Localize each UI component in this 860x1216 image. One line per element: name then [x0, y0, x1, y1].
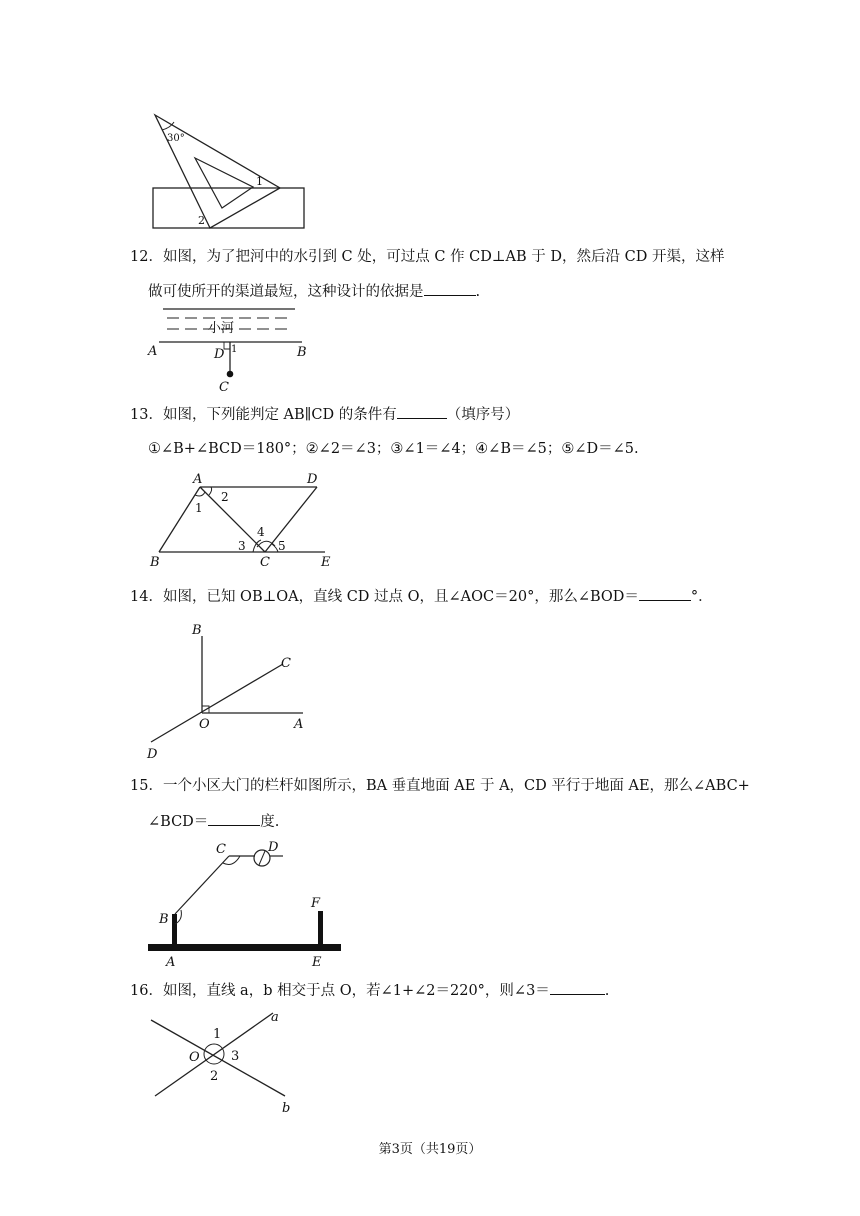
q16-line1-text: 16．如图，直线 a，b 相交于点 O，若∠1+∠2＝220°，则∠3＝	[130, 983, 550, 999]
q15-figure	[143, 836, 348, 970]
label-A: A	[193, 472, 203, 487]
label-A: A	[148, 344, 158, 359]
label-O: O	[199, 717, 210, 732]
point-c	[227, 371, 234, 378]
label-D: D	[214, 347, 225, 362]
label-b: b	[282, 1101, 291, 1116]
q13-line1-text: 13．如图，下列能判定 AB∥CD 的条件有	[130, 407, 397, 423]
page-footer: 第3页（共19页）	[378, 1142, 482, 1157]
triangle-inner	[195, 158, 253, 208]
label-B: B	[150, 555, 160, 570]
label-B: B	[159, 912, 169, 927]
q14-answer-blank[interactable]	[639, 586, 691, 601]
q13-line1-end: （填序号）	[446, 407, 520, 423]
q14-line1-end: °．	[690, 589, 713, 605]
label-C: C	[281, 656, 291, 671]
angle-2: 2	[210, 1069, 219, 1084]
q12-figure	[145, 305, 320, 395]
label-D: D	[147, 747, 158, 762]
label-B: B	[297, 345, 307, 360]
angle-1: 1	[213, 1027, 222, 1042]
q15-answer-blank[interactable]	[208, 811, 260, 826]
label-D: D	[307, 472, 318, 487]
angle-label-30: 30°	[167, 133, 185, 144]
q12-line2	[148, 281, 480, 302]
label-C: C	[219, 380, 229, 395]
label-O: O	[189, 1050, 200, 1065]
q14-line1	[130, 586, 713, 607]
q16-line1-end: .	[604, 983, 610, 999]
q11-figure	[150, 110, 310, 235]
label-A: A	[166, 955, 176, 970]
label-1: 1	[231, 344, 238, 355]
label-C: C	[216, 842, 226, 857]
angle-3: 3	[238, 539, 246, 553]
q16-line1	[130, 980, 609, 1001]
post-FE	[318, 911, 323, 946]
angle-3: 3	[231, 1049, 240, 1064]
label-a: a	[271, 1010, 279, 1025]
q14-line1-text: 14．如图，已知 OB⊥OA，直线 CD 过点 O，且∠AOC＝20°，那么∠BOD＝	[130, 589, 639, 605]
label-E: E	[321, 555, 331, 570]
label-E: E	[312, 955, 322, 970]
q15-line1: 15．一个小区大门的栏杆如图所示，BA 垂直地面 AE 于 A，CD 平行于地面 AE，那么∠ABC+	[130, 778, 750, 794]
ruler-rectangle	[153, 188, 304, 228]
q13-line1	[130, 404, 519, 425]
q16-answer-blank[interactable]	[550, 980, 605, 995]
label-A: A	[294, 717, 304, 732]
angle-5: 5	[278, 539, 286, 553]
angle-label-2: 2	[198, 214, 205, 227]
label-C: C	[260, 555, 270, 570]
q12-line2-text: 做可使所开的渠道最短，这种设计的依据是	[148, 284, 424, 300]
q12-line1: 12．如图，为了把河中的水引到 C 处，可过点 C 作 CD⊥AB 于 D，然后沿 CD 开渠，这样	[130, 249, 725, 265]
angle-2: 2	[221, 490, 229, 504]
river-label: 小河	[208, 321, 235, 336]
q13-figure	[145, 470, 345, 570]
q13-answer-blank[interactable]	[397, 404, 447, 419]
label-F: F	[311, 896, 321, 911]
label-B: B	[192, 623, 202, 638]
q15-line2-end: 度.	[260, 814, 280, 830]
q14-figure	[143, 618, 318, 763]
post-BA	[172, 914, 177, 946]
q13-line2: ①∠B+∠BCD＝180°；②∠2＝∠3；③∠1＝∠4；④∠B＝∠5；⑤∠D＝∠5.	[148, 441, 639, 457]
angle-label-1: 1	[256, 175, 263, 188]
q15-line2	[148, 811, 279, 832]
q15-line2-text: ∠BCD＝	[148, 814, 209, 830]
angle-1: 1	[195, 501, 203, 515]
angle-4: 4	[257, 525, 265, 539]
triangle-outer	[155, 115, 280, 228]
label-D: D	[268, 840, 279, 855]
q16-figure	[145, 1008, 300, 1118]
q12-answer-blank[interactable]	[424, 281, 476, 296]
q12-line2-end: .	[475, 284, 481, 300]
